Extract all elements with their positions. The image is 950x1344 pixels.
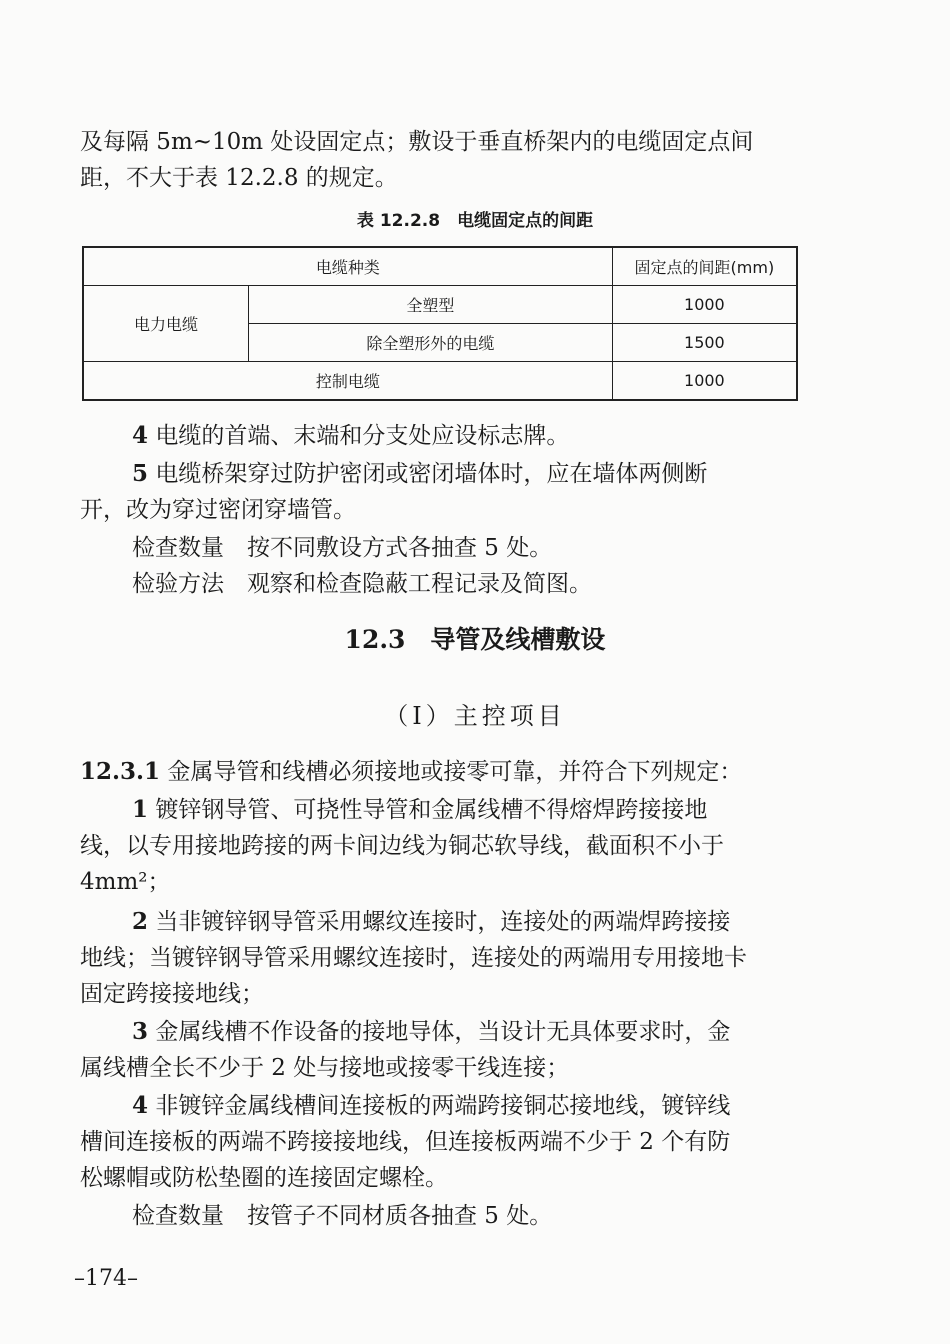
- list-item: [132, 1014, 852, 1050]
- check-quantity: 检查数量 按管子不同材质各抽查 5 处。: [132, 1203, 553, 1229]
- check-method: 检验方法 观察和检查隐蔽工程记录及简图。: [132, 571, 592, 597]
- item-text: 当非镀锌钢导管采用螺纹连接时，连接处的两端焊跨接接: [155, 909, 731, 935]
- item-number: 4: [132, 1092, 149, 1119]
- list-item: [132, 904, 852, 940]
- row-type: 除全塑形外的电缆: [249, 324, 613, 362]
- row-value: 1000: [612, 286, 797, 324]
- item-number: 3: [132, 1018, 149, 1045]
- clause-number: 12.3.1: [80, 758, 161, 785]
- row-value: 1000: [612, 362, 797, 401]
- table-header-row: [83, 247, 797, 286]
- item-text: 电缆的首端、末端和分支处应设标志牌。: [155, 423, 570, 449]
- table-row: [83, 362, 797, 401]
- item-text: 非镀锌金属线槽间连接板的两端跨接铜芯接地线，镀锌线: [155, 1093, 731, 1119]
- group-power-cable: 电力电缆: [83, 286, 249, 362]
- item-number: 4: [132, 422, 149, 449]
- paragraph-line: 及每隔 5m~10m 处设固定点；敷设于垂直桥架内的电缆固定点间: [80, 129, 754, 155]
- item-text: 金属线槽不作设备的接地导体，当设计无具体要求时，金: [155, 1019, 731, 1045]
- row-type: 全塑型: [249, 286, 613, 324]
- list-item: [132, 1088, 852, 1124]
- list-item: [132, 456, 852, 492]
- row-value: 1500: [612, 324, 797, 362]
- list-item: [132, 792, 852, 828]
- cable-spacing-table: [82, 246, 798, 401]
- section-title: 12.3 导管及线槽敷设: [344, 625, 606, 654]
- list-item: [132, 418, 852, 454]
- paragraph-line: 槽间连接板的两端不跨接接地线，但连接板两端不少于 2 个有防: [80, 1129, 731, 1155]
- paragraph-line: 线，以专用接地跨接的两卡间边线为铜芯软导线，截面积不小于: [80, 833, 724, 859]
- item-number: 2: [132, 908, 149, 935]
- item-text: 电缆桥架穿过防护密闭或密闭墙体时，应在墙体两侧断: [155, 461, 708, 487]
- header-spacing: 固定点的间距(mm): [612, 247, 797, 286]
- paragraph-line: 地线；当镀锌钢导管采用螺纹连接时，连接处的两端用专用接地卡: [80, 945, 747, 971]
- paragraph-line: 开，改为穿过密闭穿墙管。: [80, 497, 356, 523]
- row-type: 控制电缆: [83, 362, 612, 401]
- paragraph-line: 距，不大于表 12.2.8 的规定。: [80, 165, 398, 191]
- table-caption: 表 12.2.8 电缆固定点的间距: [356, 211, 594, 231]
- paragraph-line: 4mm²；: [80, 869, 171, 895]
- item-number: 1: [132, 796, 149, 823]
- table-row: [83, 286, 797, 324]
- paragraph-line: 固定跨接接地线；: [80, 981, 264, 1007]
- page-number: –174–: [74, 1266, 138, 1291]
- check-quantity: 检查数量 按不同敷设方式各抽查 5 处。: [132, 535, 553, 561]
- item-number: 5: [132, 460, 149, 487]
- clause-line: [80, 754, 800, 790]
- item-text: 镀锌钢导管、可挠性导管和金属线槽不得熔焊跨接接地: [155, 797, 708, 823]
- section-subtitle: （Ⅰ）主控项目: [384, 702, 566, 730]
- paragraph-line: 属线槽全长不少于 2 处与接地或接零干线连接；: [80, 1055, 570, 1081]
- clause-text: 金属导管和线槽必须接地或接零可靠，并符合下列规定：: [167, 759, 743, 785]
- paragraph-line: 松螺帽或防松垫圈的连接固定螺栓。: [80, 1165, 448, 1191]
- header-cable-type: 电缆种类: [83, 247, 612, 286]
